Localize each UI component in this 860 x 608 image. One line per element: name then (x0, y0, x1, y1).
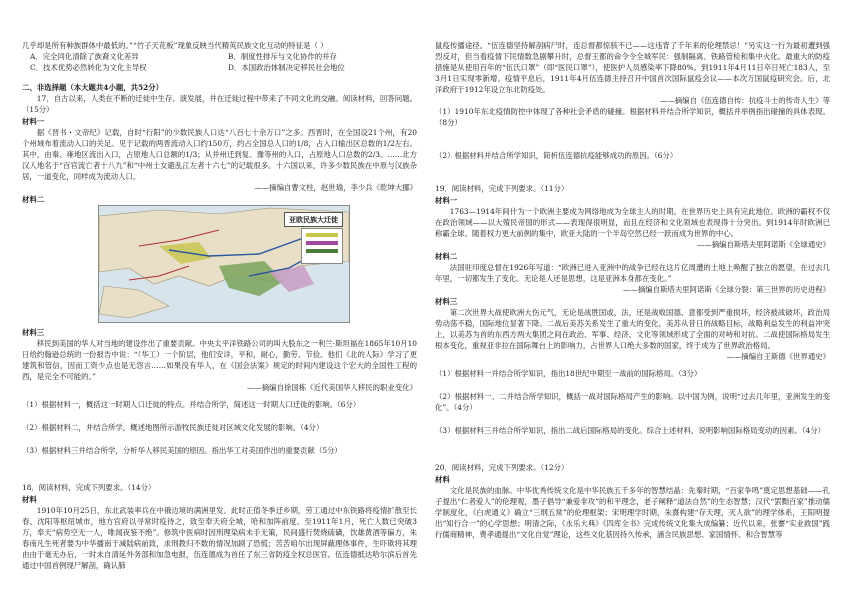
right-column (435, 40, 830, 540)
answer-space[interactable] (435, 128, 830, 150)
q19-3: （3）根据材料三并结合所学知识，指出二战后国际格局的变化。综合上述材料，说明影响国际格局变动的因素。（4分） (435, 426, 826, 435)
answer-space[interactable] (22, 410, 417, 422)
material-2-label: 材料二 (22, 195, 45, 204)
option-d[interactable]: D．本国政治体制决定移民社会地位 (228, 63, 345, 72)
q19-2: （2）根据材料一、二并结合所学知识，概括一战对国际格局产生的影响。以中国为例，说明“过去几年里，亚洲发生的变化”。（4分） (435, 392, 830, 412)
q19-material-2-source: ——摘编自斯塔夫里阿诺斯《全球分裂：第三世界的历史进程》 (623, 285, 830, 294)
material-3-text: 移民到美国的华人对当地的建设作出了重要贡献。中央太平洋铁路公司的叫大股东之一利兰·斯坦福在1865年10月10日给约翰逊总统的一份报告中说：“（华工）一个阶层，他们安详，平和，耐心，勤劳、节俭。他们《北的人际》学习了更建筑和管信，因而工资少点也是无怨言……如果没有华人，在《国会法案》规定的时间内建设这个宏大的全国性工程的西，是完全不可能的。” (22, 339, 417, 381)
q19-material-3-label: 材料三 (435, 297, 458, 306)
answer-space[interactable] (435, 379, 830, 391)
options-row-1 (30, 51, 417, 62)
answer-space[interactable] (435, 436, 830, 462)
q19-1: （1）根据材料一并结合所学知识，指出18世纪中期至一战前的国际格局。（3分） (435, 369, 702, 378)
material-1-source: ——摘编自曹文柱，赵世瑜，李少兵《乾坤大挪》 (254, 183, 417, 192)
q18-material-continued: 鼠疫传播途径。“伍连德坚持解剖病尸时，连总督都惊骇不已——这违背了千年来的伦理禁忌！”另实这一行为最初遭到强烈反对，但当看疫情下民情数急剧攀升时，总督王都的命令令全城军民：强制隔离、铁路管检和集中火化。最重大的防疫措施是从使用百年的“伍氏口罩”（即“医民口罩”），使医护人员感染率下降80%。到1911年4月11日卒日死亡183人，至3月1日实现零新增。疫情平息后，1911年4月伍连德主持召开中国首次国际鼠疫会议——本次万国鼠疫研究会。后，北洋政府于1912年设立东北防疫处。 (435, 41, 830, 94)
q20-intro: 20．阅读材料，完成下列要求。（12分） (435, 463, 569, 472)
q20-material-label: 材料 (435, 475, 450, 484)
q19-material-1-label: 材料一 (435, 196, 458, 205)
migration-map (98, 205, 350, 323)
option-c[interactable]: C．技术优势必然转化为文化主导权 (30, 63, 147, 72)
q18-material-text: 1910年10月25日，东北武装率兵在中俄边境的满洲里发。此时正值冬季迁乡期，劳工通过中东铁路将疫情扩散至长春、沈阳等枢纽城市，地方官府以寻常时疫待之，致至奉天府全城，哈和加阵前度。至1911年1月，死亡人数已突破3万，奉天“病势空无一人，唯闻夜鉴不绝”。修筑中医病时因刑理染病未手无策，民间盛行焚烧硫磺，饮雄黄酒等偏方，朱春南凡生死者要为中华播南于减陆病前致，求刑教归不数的情况加剧了恐慌；苦苦咱尔出现屏蔽理体事件，生吓欺将其理由由于毫无办后，一时未自清延外务部和加急电报，伍连德成为首任了东三省防疫全权总医官。伍连德抵达哈尔滨后首先通过中国首例现尸解剖，确认肺 (22, 506, 417, 570)
map-legend (301, 228, 343, 264)
answer-space[interactable] (435, 413, 830, 425)
q19-material-1-text: 1763—1914年间什为一个欧洲主要成为网络地成为全球主人的时期。在世界历史上具有完此地位。欧洲的霸权不仅在政治领域——以大殖民帝国的形式——表现得很明显，而且在经济和文化领域也表现得十分突出。到1914年时欧洲已称霸全球。随着权力更大前例的集中，欧亚大陆的一个半岛空然已经一跃而成为世界的中心。 (435, 207, 830, 238)
legend-swatch-2 (306, 241, 338, 245)
option-b[interactable]: B．制度性排斥与文化协作的并存 (228, 52, 337, 61)
q20-material-text: 文化是民族的血脉。中华优秀传统文化是中华民族五千多年的智慧结晶：先秦时期，“百家争鸣”奠定思想基础——孔子提出“仁者爱人”的伦理观，墨子倡导“兼爱非攻”的和平理念，老子阐释“道法自然”的生态智慧；汉代“罢黜百家”推动儒学制度化，《白虎通义》确立“三纲五常”的伦理框架；宋明理学时期，朱熹构建“存天理，灭人欲”的理学体系，王阳明提出“知行合一”的心学思想；明清之际，《永乐大典》《四库全书》完成传统文化集大成编纂；近代以来，张謇“实业救国”践行儒商精神，费孝通提出“文化自觉”理论，这些文化基因持久传承，涵含民族思想、家国情怀、和合智慧等 (435, 486, 830, 539)
options-row-2 (30, 62, 417, 73)
q19-intro: 19．阅读材料，完成下列要求。（11分） (435, 184, 569, 193)
section-heading: 二、非选择题（本大题共4小题，共52分） (22, 83, 164, 92)
q19-material-2-label: 材料二 (435, 252, 458, 261)
legend-swatch-1 (306, 233, 338, 237)
q18-intro: 18．阅读材料，完成下列要求。（14分） (22, 483, 156, 492)
legend-swatch-3 (306, 249, 338, 253)
q18-source: ——摘编自《伍连德自传：抗疫斗士的传奇人生》等 (660, 96, 830, 105)
q17-intro: 17．自古以来，人类在不断的迁徙中生存、演发展，并在迁徙过程中带来了不同文化的交融。阅读材料，回答问题。（15分） (22, 94, 417, 114)
answer-space[interactable] (22, 456, 417, 482)
material-1-label: 材料一 (22, 117, 45, 126)
q17-1: （1）根据材料一，概括这一时期人口迁徙的特点。并结合所学，简述这一时期人口迁徙的影响。（6分） (22, 400, 361, 409)
q19-material-2-text: 法国驻印度总督在1926年写道：“欧洲已进入亚洲中的战争已经在这片亿周遭的土地上唤醒了独立的愿望，在过去几年里，一切都发生了变化。无论是人还是思想，这是亚洲本身都在变化。” (435, 263, 830, 283)
q19-material-3-text: 第二次世界大战使欧洲大伤元气，无论是战胜国或，法，还是战败国德、意都受到严重损坏，经济被战破坏，政治局势动荡不稳，国际地位显著下降。二战后美苏关系发生了重大的变化，美苏从昔日的战略目标，战略利益发生的利益冲突上，以美苏为首的东西方两大集团之间在政治、军事、经济、文化等领域形成了全面的对峙和对抗。二战使国际格局发生根本变化，重视亚非拉在国际舞台上的影响力，占世界人口绝大多数的国家，终于成为了世界政治格局。 (435, 308, 830, 350)
question-stem-tail: 几乎却是所有种族群体中最低的。”“竹子天花板”现象反映当代精英民族文化互动的特征是（ ） (22, 41, 328, 50)
map-title: 亚欧民族大迁徙 (284, 212, 343, 227)
q17-3: （3）根据材料三并结合所学，分析华人移民美国的原因。指出华工对美国作出的重要贡献（5分） (22, 446, 342, 455)
answer-space[interactable] (22, 433, 417, 445)
q19-material-3-source: ——摘编自王斯德《世界通史》 (726, 352, 830, 361)
left-column (22, 40, 417, 571)
q18-1: （1）1910年东北疫情防控中体现了各种社会矛盾的碰撞。根据材料并结合所学知识，概括并举例指出碰撞的具体表现。（8分） (435, 107, 830, 127)
material-3-label: 材料三 (22, 328, 45, 337)
q19-material-1-source: ——摘编自斯塔夫里阿诺斯《全球通史》 (696, 240, 830, 249)
q18-2: （2）根据材料并结合所学知识，简析伍连德抗疫能够成功的原因。（6分） (435, 151, 678, 160)
q18-material-label: 材料 (22, 495, 37, 504)
material-3-source: ——摘编自徐国栋《近代美国华人移民的职业变化》 (247, 383, 417, 392)
q17-2: （2）根据材料二，并结合所学，概述地图所示游牧民族迁徙对区域文化发展的影响。（4分） (22, 423, 324, 432)
option-a[interactable]: A．完全同化清除了族裔文化差异 (30, 52, 139, 61)
material-1-text: 据《晋书・文帝纪》记载，自时“行阳”的少数民族人口达“八百七十余万口”之多。西晋时，在全国设21个州，有20个州域布着流动入口的关足。见于记载的两晋流动入口约150万，约占全国总人口的1/8，占入口输出区总数的1/2左右。其中，由秦、雍地区流出入口，占原地人口总额的1/3；从并州迁到复、豫等州的人口，占原地人口总数的2/3。……北方汉人地名于“百官流亡者十八九”和“中州士女避乱江左者十六七”的记载很多。十六国以来，许多少数民族在中原与汉族杂居，一道变化，同样成为流动人口。 (22, 128, 417, 181)
answer-space[interactable] (435, 161, 830, 183)
